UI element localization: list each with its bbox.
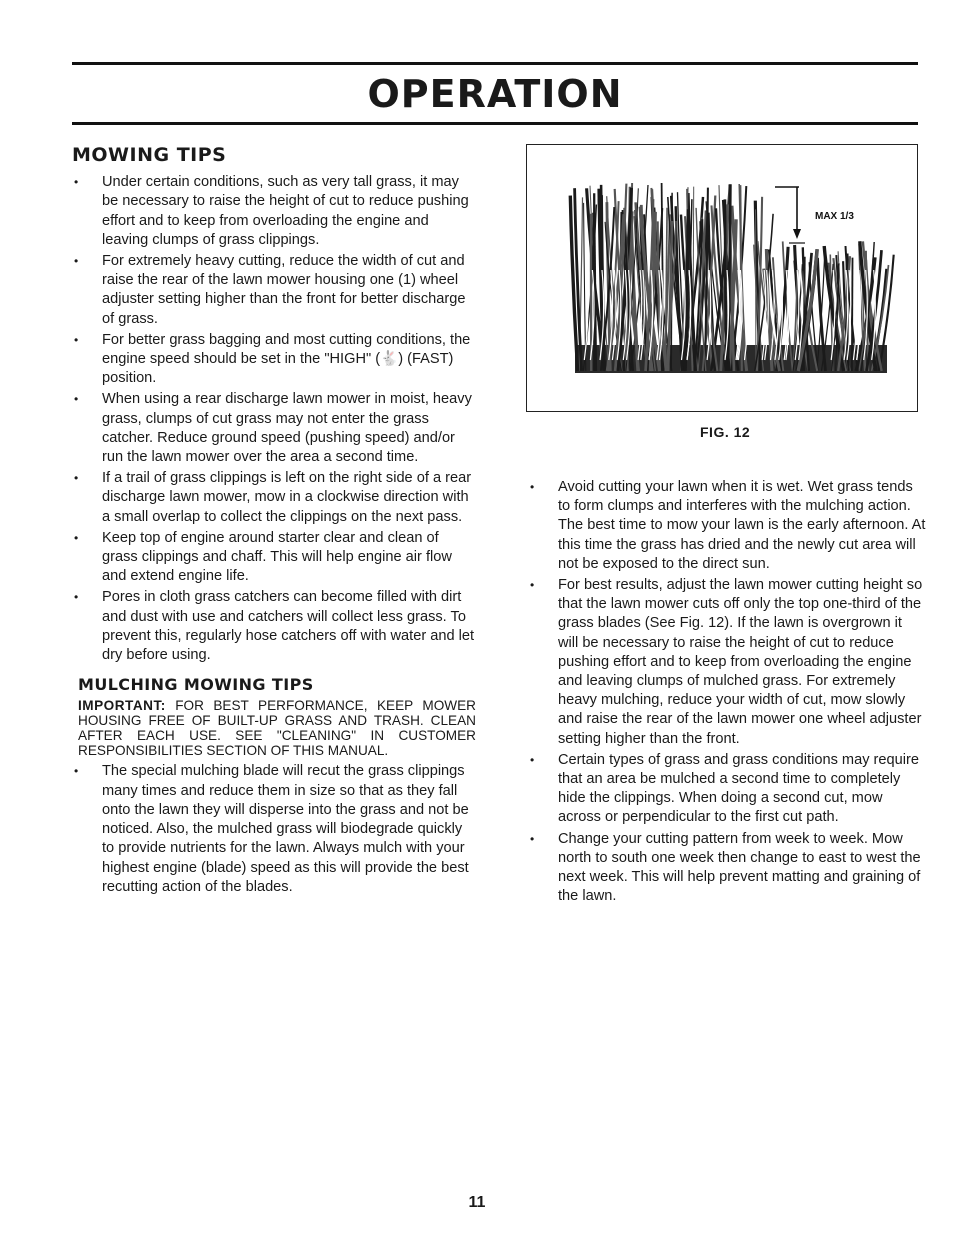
list-item: • Avoid cutting your lawn when it is wet. Wet grass tends to form clumps and interferes with the mulching action. The best time to mow your lawn is the early afternoon. At this time the grass has dried and the newly cut area will not be exposed to the direct sun. xyxy=(528,478,926,574)
figure-caption: FIG. 12 xyxy=(700,424,751,440)
list-item: • Under certain conditions, such as very tall grass, it may be necessary to raise the height of cut to reduce pushing effort and to keep from overloading the engine and leaving clumps of grass clippings. xyxy=(72,173,476,250)
list-item: • The special mulching blade will recut the grass clippings many times and reduce them in size so that as they fall onto the lawn they will disperse into the grass and not be noticed. Also, the mulched grass will biodegrade quickly to provide nutrients for the lawn. Always mulch with your highest engine (blade) speed as this will provide the best recutting action of the blades. xyxy=(72,762,476,896)
important-label: IMPORTANT: xyxy=(78,698,166,714)
mowing-tips-list xyxy=(72,173,476,665)
header-rule-bottom xyxy=(72,122,918,125)
mulching-tips-heading: MULCHING MOWING TIPS xyxy=(78,675,314,695)
figure-12-box xyxy=(526,144,918,412)
right-tips-list xyxy=(528,478,926,906)
list-item: • When using a rear discharge lawn mower in moist, heavy grass, clumps of cut grass may not enter the grass catcher. Reduce ground speed (pushing speed) and/or run the lawn mower over the area a second time. xyxy=(72,390,476,467)
page-number: 11 xyxy=(468,1194,486,1211)
page-title: OPERATION xyxy=(367,72,623,116)
grass-illustration xyxy=(527,145,916,410)
list-item: • Certain types of grass and grass conditions may require that an area be mulched a second time to completely hide the clippings. When doing a second cut, mow across or perpendicular to the first cut path. xyxy=(528,751,926,828)
list-item: • If a trail of grass clippings is left on the right side of a rear discharge lawn mower, mow in a clockwise direction with a small overlap to collect the clippings on the next pass. xyxy=(72,469,476,527)
max-height-marker xyxy=(775,187,805,243)
list-item: • Keep top of engine around starter clear and clean of grass clippings and chaff. This will help engine air flow and extend engine life. xyxy=(72,529,476,587)
right-column xyxy=(528,478,926,908)
list-item: • For extremely heavy cutting, reduce the width of cut and raise the rear of the lawn mower housing one (1) wheel adjuster setting higher than the front for better discharge of grass. xyxy=(72,252,476,329)
important-note xyxy=(78,698,476,758)
left-column xyxy=(72,146,476,899)
max-third-label: MAX 1/3 xyxy=(815,211,854,222)
mowing-tips-heading: MOWING TIPS xyxy=(72,144,227,166)
list-item: • For better grass bagging and most cutting conditions, the engine speed should be set in the "HIGH" (🐇) (FAST) position. xyxy=(72,331,476,389)
header-rule-top xyxy=(72,62,918,65)
mulching-tips-list xyxy=(72,762,476,896)
list-item: • Change your cutting pattern from week to week. Mow north to south one week then change to east to west the next week. This will help prevent matting and graining of the lawn. xyxy=(528,830,926,907)
list-item: • Pores in cloth grass catchers can become filled with dirt and dust with use and catchers will collect less grass. To prevent this, regularly hose catchers off with water and let dry before using. xyxy=(72,588,476,665)
important-text: FOR BEST PERFORMANCE, KEEP MOWER HOUSING FREE OF BUILT-UP GRASS AND TRASH. CLEAN AFTER EACH USE. SEE "CLEANING" IN CUSTOMER RESPONSIBILITIES SECTION OF THIS MANUAL. xyxy=(78,698,476,759)
list-item: • For best results, adjust the lawn mower cutting height so that the lawn mower cuts off only the top one-third of the grass blades (See Fig. 12). If the lawn is overgrown it will be necessary to raise the height of cut to reduce pushing effort and to keep from overloading the engine and leaving clumps of mulched grass. For extremely heavy mulching, reduce your width of cut, mow slowly and raise the rear of the lawn mower one wheel adjuster setting higher than the front. xyxy=(528,576,926,749)
